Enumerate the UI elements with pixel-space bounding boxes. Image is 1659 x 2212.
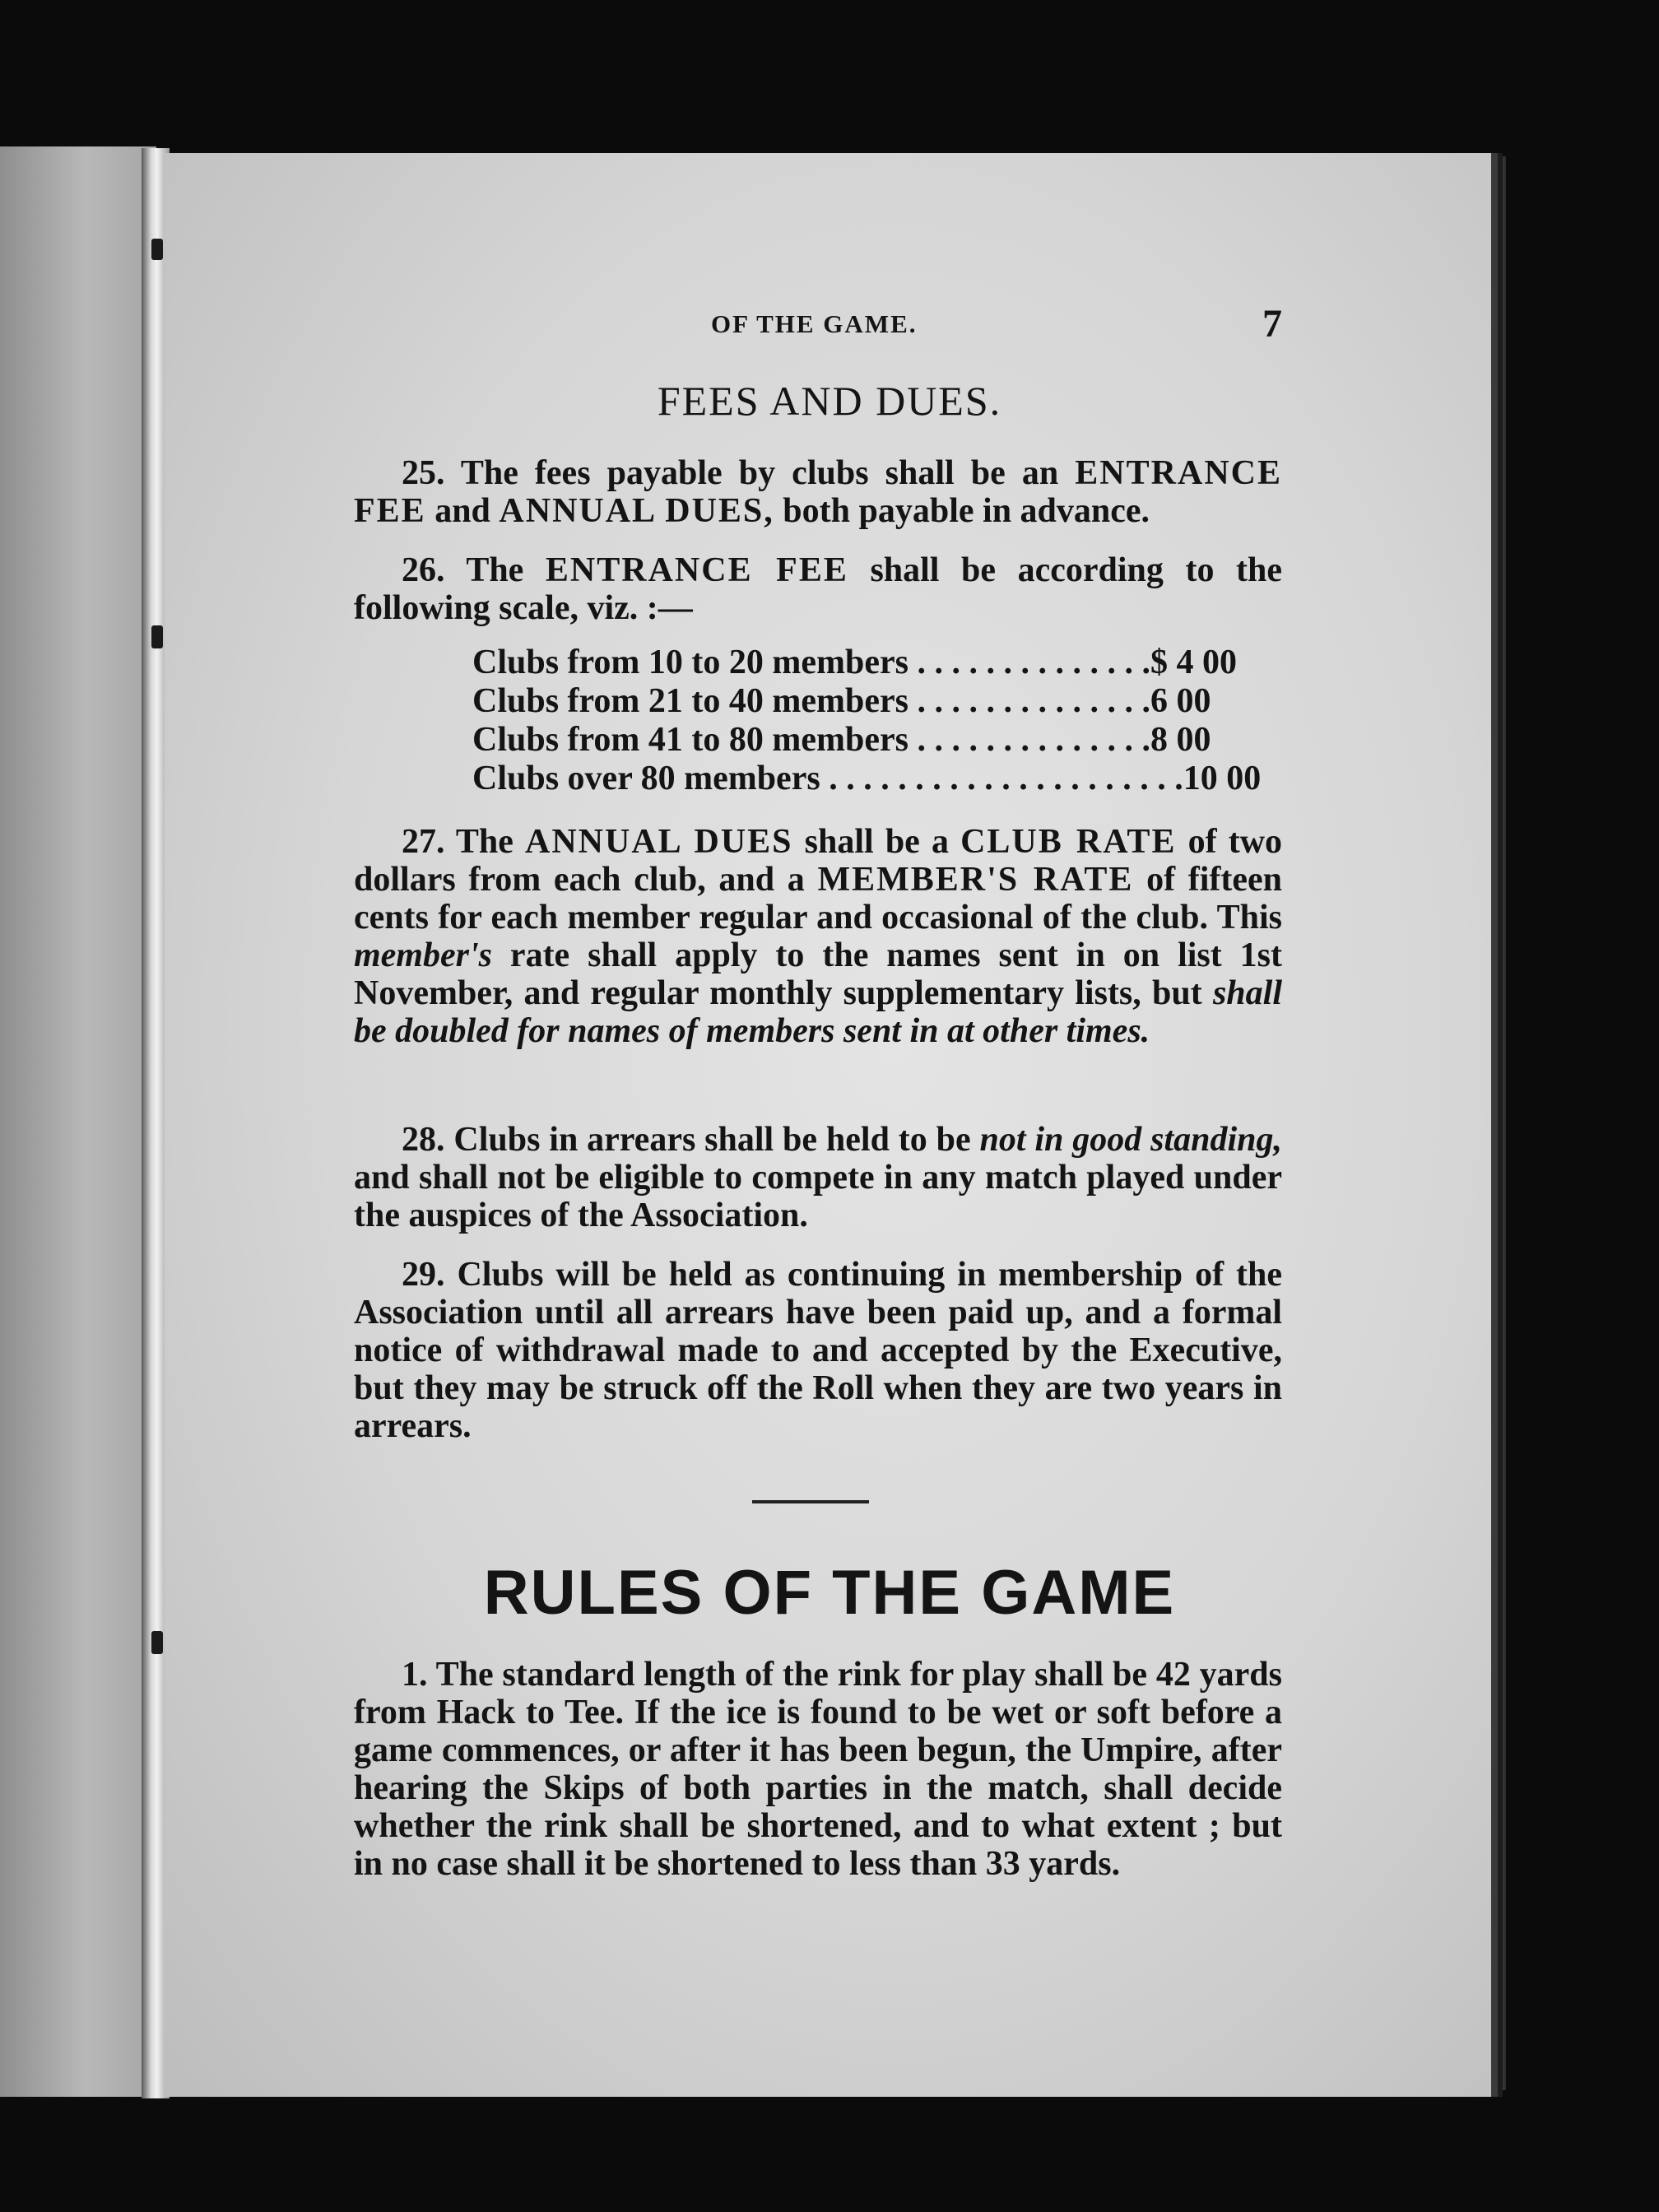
small-caps-term: ANNUAL DUES [525, 823, 793, 861]
section-title-text: FEES AND DUES. [657, 378, 1002, 424]
paragraph-number: 25. [402, 454, 445, 492]
scale-label: Clubs over 80 members . . . . . . . . . . . . . . . . . . . . . [472, 760, 1183, 797]
italic-term: not in good standing, [979, 1121, 1283, 1159]
small-caps-term: MEMBER'S RATE [817, 861, 1134, 899]
paragraph-text: The fees payable by clubs shall be an [460, 454, 1059, 492]
small-caps-term: ENTRANCE FEE [545, 551, 848, 589]
italic-term: shall be doubled for names of members sent in at other times. [354, 974, 1282, 1050]
page-edge [1491, 156, 1506, 2090]
paragraph-28 [354, 1121, 1282, 1234]
scale-label: Clubs from 10 to 20 members . . . . . . . . . . . . . . [472, 644, 1151, 681]
paragraph-text: and shall not be eligible to compete in any match played under the auspices of the Association. [354, 1159, 1282, 1234]
scale-amount: $ 4 00 [1150, 644, 1238, 681]
binding-stitch [151, 1631, 163, 1654]
scale-row [472, 760, 1262, 798]
section-divider [752, 1500, 869, 1503]
paragraph-text: and [434, 492, 490, 530]
paragraph-text: The [455, 823, 514, 861]
paragraph-text: both payable in advance. [783, 492, 1150, 530]
scale-amount: 10 00 [1183, 760, 1262, 797]
scale-row [472, 644, 1238, 682]
paragraph-text: rate shall apply to the names sent in on list 1st November, and regular monthly supplementary lists, but [354, 936, 1282, 1012]
paragraph-text: shall be a [804, 823, 949, 861]
italic-term: member's [354, 936, 492, 974]
scale-label: Clubs from 21 to 40 members . . . . . . . . . . . . . . [472, 682, 1151, 720]
scale-amount: 6 00 [1150, 682, 1211, 720]
paragraph-text: of two dollars from each club, and a [354, 823, 1283, 899]
page-number: 7 [1262, 302, 1282, 346]
scale-row [472, 721, 1211, 760]
paragraph-29 [354, 1256, 1282, 1445]
binding-stitch [151, 625, 163, 648]
binding-stitch [151, 239, 163, 260]
scale-label: Clubs from 41 to 80 members . . . . . . . . . . . . . . [472, 721, 1151, 759]
entrance-fee-scale [472, 644, 1262, 798]
paragraph-text: Clubs in arrears shall be held to be [453, 1121, 971, 1159]
paragraph-number: 28. [402, 1121, 445, 1159]
paragraph-number: 26. [402, 551, 445, 589]
running-head: OF THE GAME. [711, 309, 918, 338]
scale-row [472, 682, 1211, 721]
scale-amount: 8 00 [1150, 721, 1211, 759]
paragraph-27 [354, 823, 1282, 1050]
paragraph-number: 1. [402, 1656, 428, 1694]
paragraph-26 [354, 551, 1282, 627]
small-caps-term: CLUB RATE [960, 823, 1177, 861]
paragraph-text: The [466, 551, 524, 589]
facing-page [0, 146, 156, 2097]
paragraph-text: The standard length of the rink for play shall be 42 yards from Hack to Tee. If the ice is found to be wet or soft before a game commences, or after it has been begun, the Umpire, after hearing the Skips of both parties in the match, shall decide whether the rink shall be shortened, and to what extent ; but in no case shall it be shortened to less than 33 yards. [354, 1656, 1283, 1883]
paragraph-number: 27. [402, 823, 445, 861]
rule-1 [354, 1656, 1282, 1883]
paragraph-25 [354, 454, 1282, 530]
paragraph-number: 29. [402, 1256, 445, 1294]
small-caps-term: ENTRANCE FEE [354, 454, 1282, 530]
paragraph-text: Clubs will be held as continuing in membership of the Association until all arrears have been paid up, and a formal notice of withdrawal made to and accepted by the Executive, but they may be struck off the Roll when they are two years in arrears. [354, 1256, 1282, 1445]
rules-title: RULES OF THE GAME [483, 1558, 1176, 1628]
paragraph-text: of fifteen cents for each member regular and occasional of the club. This [354, 861, 1282, 936]
section-title [0, 377, 1659, 425]
paragraph-text: shall be according to the following scale, viz. :— [354, 551, 1283, 627]
small-caps-term: ANNUAL DUES, [499, 492, 774, 530]
